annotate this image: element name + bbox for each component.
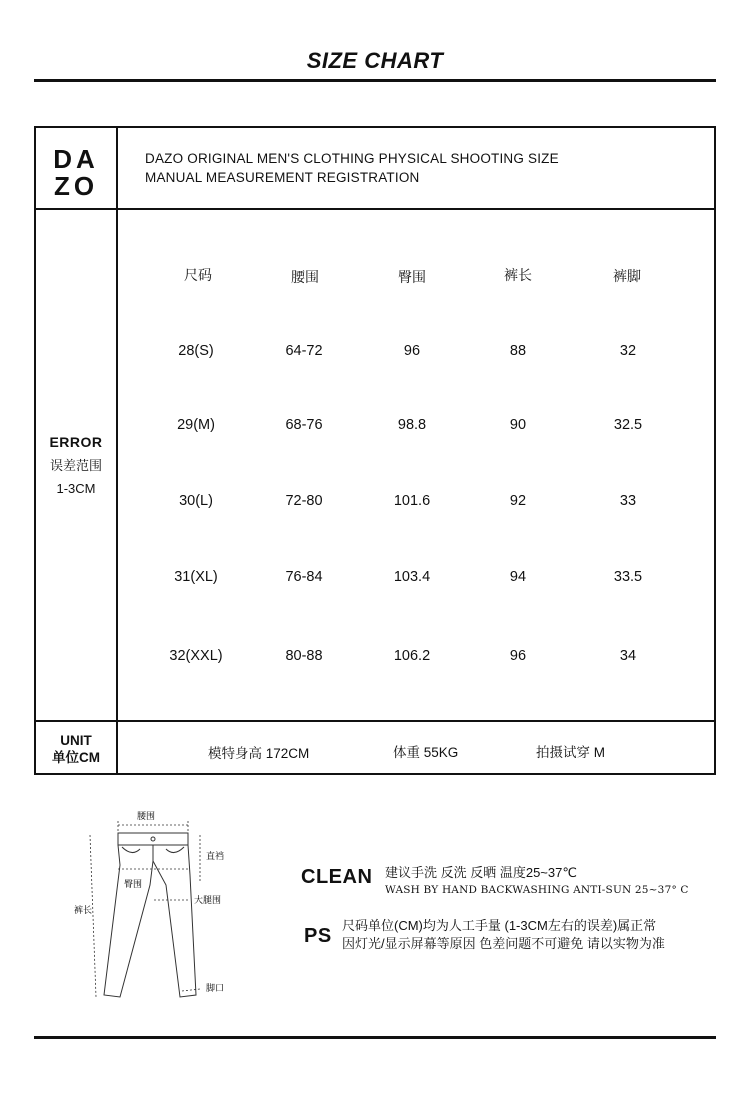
table-footer-divider [34,720,716,722]
model-height: 模特身高 172CM [208,746,310,761]
table-header-divider [34,208,716,210]
header-line1: DAZO ORIGINAL MEN'S CLOTHING PHYSICAL SHOOTING SIZE [145,151,559,166]
table-cell-waist: 76-84 [285,569,323,585]
table-cell-waist: 72-80 [285,493,323,509]
unit-label-en: UNIT [60,733,92,748]
diagram-label-hip: 臀围 [124,879,143,889]
table-cell-size: 28(S) [178,343,214,359]
table-cell-length: 96 [509,648,527,664]
unit-label-cn: 单位CM [52,750,100,765]
table-cell-hem: 34 [619,648,637,664]
error-label: ERROR [49,434,103,450]
table-cell-waist: 68-76 [285,417,323,433]
ps-note-line2: 因灯光/显示屏幕等原因 色差问题不可避免 请以实物为准 [342,936,665,951]
column-header-waist: 腰围 [291,269,319,285]
header-description [145,149,559,187]
table-column-divider [116,126,118,775]
brand-logo-line2: ZO [53,171,99,201]
column-header-hip: 臀围 [398,269,426,285]
table-cell-length: 92 [509,493,527,509]
table-cell-length: 88 [509,343,527,359]
column-header-length: 裤长 [504,267,532,283]
table-cell-waist: 80-88 [285,648,323,664]
table-cell-size: 29(M) [177,417,215,433]
error-range-value: 1-3CM [56,481,96,496]
column-header-hem: 裤脚 [613,268,641,284]
table-cell-length: 94 [509,569,527,585]
model-weight: 体重 55KG [393,745,459,760]
table-cell-hip: 101.6 [393,493,431,509]
brand-logo [36,146,116,200]
clean-instructions-cn: 建议手洗 反洗 反晒 温度25~37℃ [385,865,577,880]
unit-label [36,732,116,766]
diagram-label-rise: 直裆 [206,851,225,861]
table-cell-hip: 106.2 [393,648,431,664]
table-cell-hem: 33 [619,493,637,509]
column-header-size: 尺码 [184,267,212,283]
page-title: SIZE CHART [306,48,444,73]
table-cell-hip: 103.4 [393,569,431,585]
diagram-label-hem: 脚口 [206,983,225,993]
clean-label: CLEAN [301,866,373,888]
table-cell-size: 30(L) [179,493,213,509]
table-cell-length: 90 [509,417,527,433]
pants-diagram [70,805,240,1010]
bottom-rule [34,1036,716,1039]
table-cell-size: 32(XXL) [169,648,223,664]
diagram-label-waist: 腰围 [136,811,156,821]
ps-label: PS [304,925,332,947]
header-line2: MANUAL MEASUREMENT REGISTRATION [145,170,420,185]
brand-logo-line1: DA [53,144,99,174]
table-cell-hem: 33.5 [613,569,643,585]
size-table-frame [34,126,716,775]
model-size: 拍摄试穿 M [536,745,605,760]
table-cell-hip: 96 [403,343,421,359]
table-cell-hem: 32.5 [613,417,643,433]
table-cell-hem: 32 [619,343,637,359]
table-cell-size: 31(XL) [174,569,218,585]
ps-note-line1: 尺码单位(CM)均为人工手量 (1-3CM左右的误差)属正常 [342,918,657,933]
table-cell-hip: 98.8 [397,417,427,433]
title-underline [34,79,716,82]
error-range [36,431,116,500]
clean-instructions-en: WASH BY HAND BACKWASHING ANTI-SUN 25~37° C [385,884,689,896]
table-cell-waist: 64-72 [285,343,323,359]
diagram-label-thigh: 大腿围 [194,895,222,905]
error-label-cn: 误差范围 [49,458,102,473]
diagram-label-length: 裤长 [74,905,93,915]
